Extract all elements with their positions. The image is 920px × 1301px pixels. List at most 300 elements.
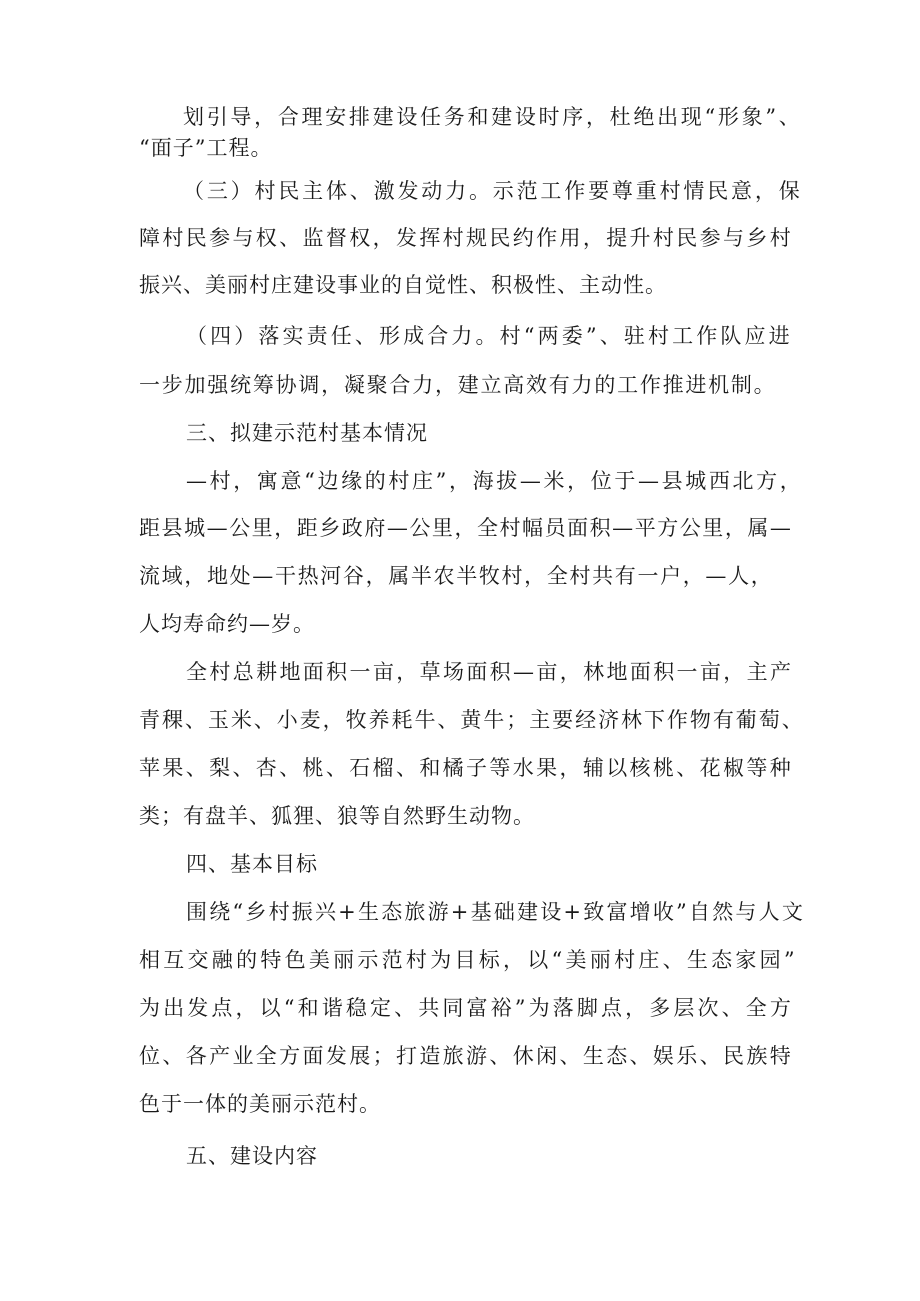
glyph: 人 [728,564,750,588]
glyph: 基 [470,900,492,924]
glyph: ， [449,469,470,493]
glyph: 、 [184,708,206,732]
glyph: 美 [308,948,330,972]
glyph: 合 [389,373,411,397]
glyph: （ [186,324,207,348]
glyph: ， [559,660,581,684]
glyph: 乡 [746,226,768,250]
glyph: 、 [232,756,254,780]
glyph: ， [779,469,801,493]
glyph: “ [551,948,563,972]
glyph: + [450,900,469,924]
glyph: 北 [732,469,754,493]
glyph: ， [585,105,607,129]
glyph: 村 [659,179,681,203]
glyph: 序 [562,105,584,129]
glyph: 耕 [256,660,278,684]
glyph: 作 [536,226,558,250]
glyph: + [338,900,356,924]
glyph: 的 [236,948,258,972]
glyph: 力 [571,373,593,397]
glyph: 村 [652,226,674,250]
glyph: 物 [689,708,711,732]
glyph: ” [435,469,447,493]
glyph: 、 [599,324,621,348]
glyph: 排 [348,105,370,129]
glyph: 民 [278,179,300,203]
glyph: 和 [467,105,489,129]
glyph: 裕 [490,996,512,1020]
glyph: 、 [629,1044,651,1068]
glyph: 娱 [652,1044,674,1068]
glyph: + [563,900,582,924]
glyph: 谷 [342,564,364,588]
glyph: 和 [419,756,441,780]
glyph: 花 [699,756,721,780]
glyph: 积 [489,660,511,684]
glyph: 步 [161,373,183,397]
glyph: 有 [548,373,570,397]
glyph: 积 [589,516,611,540]
glyph: 村 [209,660,231,684]
glyph: 民 [722,1044,744,1068]
glyph: 协 [275,373,297,397]
glyph: 发 [397,179,419,203]
glyph: 边 [317,469,339,493]
glyph: 作 [666,708,688,732]
glyph: “ [232,900,244,924]
glyph: 面 [302,660,324,684]
glyph: 作 [639,373,661,397]
glyph: 提 [606,226,628,250]
glyph: 任 [420,105,442,129]
glyph: 葡 [735,708,757,732]
glyph: ； [506,708,528,732]
glyph: 全 [255,1044,277,1068]
glyph: 作 [564,179,586,203]
glyph: 缘 [341,469,363,493]
text-line [186,322,790,350]
glyph: 游 [427,900,449,924]
glyph: 人 [758,900,780,924]
glyph: 权 [255,226,277,250]
glyph: 黄 [460,708,482,732]
glyph: ， [322,708,344,732]
glyph: 业 [232,1044,254,1068]
glyph: 权 [349,226,371,250]
glyph: 等 [746,756,768,780]
glyph: 、 [279,756,301,780]
glyph: 村 [442,226,464,250]
glyph: 、 [662,948,684,972]
glyph: 与 [232,226,254,250]
glyph: 域 [161,564,183,588]
glyph: 聚 [366,373,388,397]
glyph: 、 [279,226,301,250]
glyph: 民 [707,179,729,203]
glyph: 果 [162,756,184,780]
text-line [139,224,791,252]
glyph: 谐 [321,996,343,1020]
glyph: 全 [546,564,568,588]
glyph: 村 [209,469,231,493]
glyph: ” [765,105,777,129]
glyph: 、 [253,708,275,732]
glyph: 闲 [536,1044,558,1068]
glyph: 、 [394,996,416,1020]
glyph: 幅 [522,516,544,540]
glyph: 场 [442,660,464,684]
glyph: 点 [601,996,622,1020]
glyph: 重 [635,179,657,203]
glyph: 色 [284,948,306,972]
glyph: 面 [466,660,488,684]
glyph: 四 [210,324,232,348]
glyph: — [513,660,535,684]
glyph: 筹 [252,373,274,397]
glyph: 一 [139,373,160,397]
glyph: 的 [594,373,616,397]
glyph: 村 [162,226,184,250]
glyph: 地 [279,660,301,684]
glyph: 划 [183,105,204,129]
glyph: 绝 [633,105,655,129]
glyph: 调 [298,373,320,397]
glyph: 生 [582,1044,604,1068]
glyph: 致 [583,900,605,924]
text-line [186,898,803,926]
glyph: 共 [592,564,614,588]
glyph: 面 [629,660,651,684]
glyph: 牛 [414,708,436,732]
glyph: 乐 [676,1044,698,1068]
glyph: 态 [381,900,403,924]
glyph: 工 [617,373,639,397]
glyph: 振 [291,900,313,924]
glyph: 辅 [582,756,604,780]
glyph: 员 [544,516,566,540]
glyph: 、 [778,105,800,129]
glyph: 工 [672,324,694,348]
glyph: 合 [277,105,299,129]
glyph: 种 [769,756,791,780]
glyph: 里 [251,516,273,540]
glyph: 安 [325,105,347,129]
glyph: 出 [163,996,185,1020]
section-heading: 三、拟建示范村基本情况 [186,421,428,445]
glyph: 范 [381,948,403,972]
glyph: 族 [746,1044,768,1068]
glyph: 用 [559,226,581,250]
glyph: 力 [451,324,473,348]
glyph: 果 [536,756,558,780]
glyph: ） [230,179,252,203]
glyph: 作 [696,324,718,348]
glyph: 村 [569,564,591,588]
glyph: 工 [540,179,562,203]
glyph: ， [502,948,524,972]
glyph: ， [750,564,772,588]
glyph: 济 [598,708,620,732]
glyph: 设 [514,105,536,129]
glyph: 公 [409,516,431,540]
glyph: 、 [489,1044,511,1068]
glyph: 责 [306,324,328,348]
glyph: 青 [139,708,160,732]
glyph: 村 [268,900,290,924]
glyph: 养 [368,708,390,732]
glyph: 效 [526,373,548,397]
glyph: （ [183,179,204,203]
glyph: 位 [590,469,612,493]
text-line [186,658,791,686]
glyph: 升 [629,226,651,250]
glyph: 统 [230,373,252,397]
glyph: 自 [689,900,710,924]
glyph: 桃 [652,756,674,780]
glyph: 现 [680,105,702,129]
glyph: ） [234,324,256,348]
glyph: 米 [230,708,252,732]
glyph: 丽 [333,948,355,972]
glyph: 标 [478,948,500,972]
glyph: 村 [405,948,427,972]
glyph: 距 [139,516,160,540]
glyph: 核 [629,756,651,780]
glyph: 牛 [483,708,505,732]
glyph: 交 [187,948,209,972]
glyph: 机 [708,373,730,397]
glyph: 两 [537,324,559,348]
glyph: 玉 [207,708,229,732]
glyph: 以 [527,948,549,972]
glyph: 面 [302,1044,324,1068]
glyph: 加 [184,373,206,397]
glyph: ” [514,996,526,1020]
glyph: 为 [430,948,452,972]
glyph: 次 [697,996,719,1020]
glyph: ， [184,564,206,588]
glyph: 展 [349,1044,371,1068]
glyph: 民 [185,226,207,250]
glyph: 。 [753,373,775,397]
glyph: 一 [349,660,371,684]
glyph: ， [235,996,257,1020]
glyph: 进 [768,324,790,348]
glyph: 于 [614,469,636,493]
glyph: ， [524,564,546,588]
glyph: — [186,469,207,493]
glyph: 苹 [139,756,160,780]
text-line: “面子”工程。 [139,136,273,160]
glyph: — [705,564,727,588]
glyph: 为 [139,996,160,1020]
glyph: 耗 [391,708,413,732]
glyph: 打 [395,1044,417,1068]
glyph: 象 [741,105,763,129]
glyph: 亩 [372,660,394,684]
glyph: 小 [276,708,298,732]
glyph: 凝 [343,373,365,397]
glyph: 园 [759,948,781,972]
glyph: 产 [769,660,791,684]
glyph: 稳 [345,996,367,1020]
text-line [139,946,795,974]
glyph: 地 [206,564,228,588]
text-line: 振兴、美丽村庄建设事业的自觉性、积极性、主动性。 [139,273,667,297]
glyph: 主 [746,660,768,684]
glyph: 休 [512,1044,534,1068]
glyph: ， [365,564,387,588]
glyph: 兴 [314,900,336,924]
glyph: 同 [442,996,464,1020]
glyph: 平 [634,516,656,540]
glyph: 村 [254,179,276,203]
glyph: 定 [370,996,391,1020]
glyph: 相 [139,948,160,972]
glyph: 、 [781,708,803,732]
glyph: ， [396,660,418,684]
glyph: ， [567,469,589,493]
glyph: 、 [325,756,347,780]
glyph: 引 [206,105,228,129]
glyph: 村 [499,516,521,540]
glyph: — [612,516,634,540]
glyph: 亩 [536,660,558,684]
glyph: 牧 [478,564,500,588]
glyph: 干 [274,564,296,588]
glyph: 约 [512,226,534,250]
glyph: — [519,469,541,493]
glyph: 杏 [255,756,277,780]
glyph: 距 [296,516,318,540]
glyph: 旅 [404,900,426,924]
glyph: 础 [493,900,515,924]
glyph: 主 [529,708,551,732]
glyph: 美 [565,948,587,972]
glyph: 障 [139,226,160,250]
glyph: 挥 [419,226,441,250]
glyph: 水 [512,756,534,780]
glyph: 河 [320,564,342,588]
glyph: 稞 [161,708,183,732]
glyph: 方 [769,996,791,1020]
glyph: “ [283,996,295,1020]
glyph: 建 [457,373,479,397]
glyph: 围 [186,900,207,924]
glyph: 。 [475,324,497,348]
glyph: 公 [679,516,701,540]
glyph: 牧 [345,708,367,732]
glyph: 处 [229,564,251,588]
glyph: 脚 [576,996,598,1020]
glyph: 草 [419,660,441,684]
glyph: ， [682,564,704,588]
glyph: 绕 [209,900,231,924]
glyph: 游 [466,1044,488,1068]
glyph: 流 [139,564,160,588]
glyph: 庄 [412,469,433,493]
glyph: 为 [528,996,550,1020]
glyph: 全 [476,516,498,540]
text-line [139,706,803,734]
glyph: 意 [731,179,753,203]
glyph: 主 [302,179,324,203]
glyph: 示 [492,179,514,203]
glyph: 监 [302,226,324,250]
glyph: 、 [395,756,417,780]
glyph: 体 [325,179,347,203]
glyph: 。 [468,179,490,203]
glyph: 亩 [699,660,721,684]
glyph: 热 [297,564,319,588]
glyph: — [638,469,659,493]
glyph: 、 [349,179,371,203]
glyph: 海 [472,469,494,493]
glyph: 出 [657,105,679,129]
text-line [139,371,775,399]
glyph: 三 [206,179,228,203]
glyph: 全 [745,996,767,1020]
glyph: ， [724,516,746,540]
glyph: 互 [163,948,185,972]
glyph: 进 [685,373,707,397]
glyph: 立 [480,373,502,397]
glyph: 导 [230,105,252,129]
glyph: 麦 [299,708,321,732]
glyph: 激 [373,179,395,203]
glyph: 建 [372,105,394,129]
glyph: — [769,516,791,540]
glyph: 县 [161,516,183,540]
glyph: 和 [297,996,319,1020]
glyph: 榴 [372,756,394,780]
glyph: 落 [258,324,280,348]
glyph: 、 [185,756,207,780]
glyph: 落 [552,996,574,1020]
glyph: 、 [437,708,459,732]
glyph: 下 [643,708,665,732]
glyph: 以 [606,756,628,780]
glyph: 富 [466,996,488,1020]
glyph: 保 [778,179,800,203]
glyph: 理 [301,105,323,129]
glyph: 方 [279,1044,301,1068]
glyph: 设 [396,105,418,129]
glyph: — [386,516,408,540]
glyph: 富 [606,900,628,924]
glyph: 庄 [638,948,660,972]
glyph: 发 [395,226,417,250]
glyph: 造 [419,1044,441,1068]
glyph: 半 [410,564,432,588]
glyph: 驻 [623,324,645,348]
glyph: 然 [712,900,734,924]
glyph: 特 [769,1044,791,1068]
glyph: 制 [730,373,752,397]
glyph: 应 [744,324,766,348]
glyph: 一 [637,564,659,588]
glyph: ” [783,948,795,972]
glyph: 里 [702,516,724,540]
glyph: 位 [139,1044,160,1068]
glyph: 多 [649,996,671,1020]
glyph: 米 [543,469,565,493]
glyph: 家 [735,948,757,972]
glyph: ， [233,469,255,493]
glyph: 积 [653,660,675,684]
glyph: 地 [606,660,628,684]
